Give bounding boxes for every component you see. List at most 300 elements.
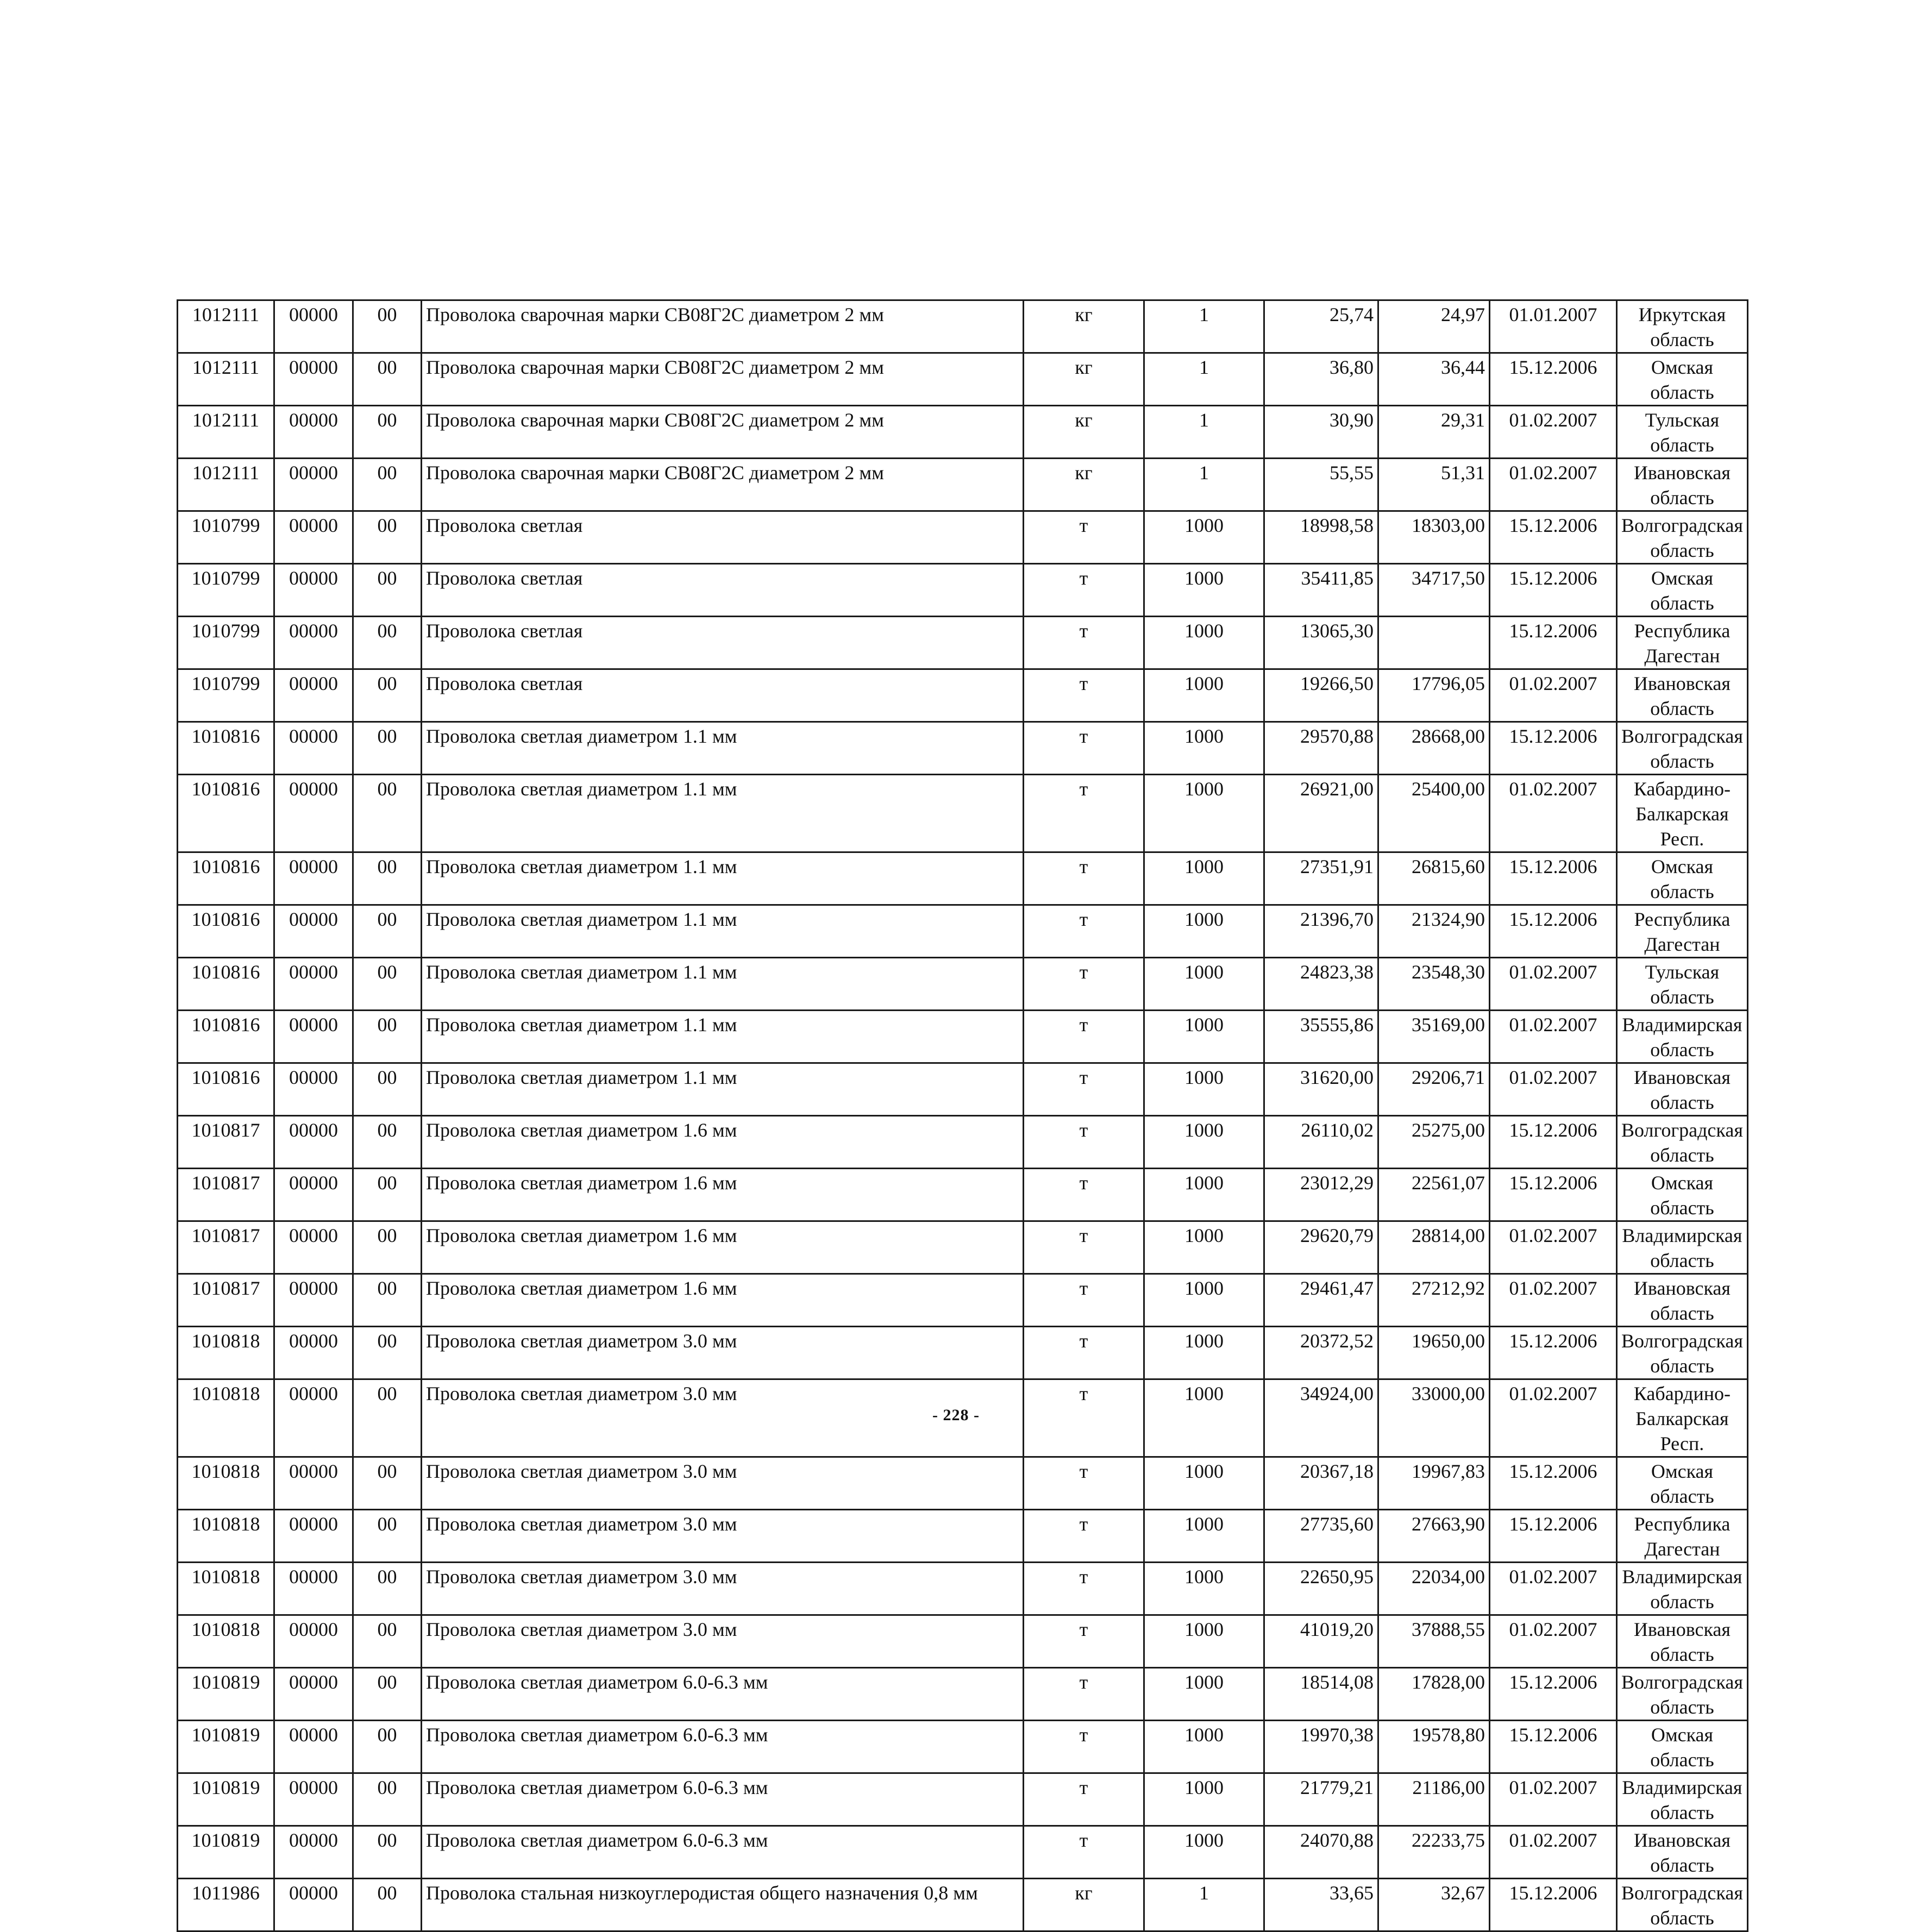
product-code: 1010818	[178, 1327, 274, 1379]
product-name: Проволока светлая	[422, 511, 1024, 564]
region: Владимирская область	[1617, 1221, 1748, 1274]
quantity: 1	[1144, 1879, 1264, 1931]
suffix-code: 00	[353, 564, 422, 617]
unit: кг	[1024, 406, 1144, 459]
sub-code: 00000	[274, 1169, 353, 1221]
product-code: 1012111	[178, 459, 274, 511]
quantity: 1000	[1144, 617, 1264, 669]
price-1: 22650,95	[1264, 1563, 1378, 1615]
date: 15.12.2006	[1490, 1510, 1617, 1563]
unit: т	[1024, 1721, 1144, 1773]
unit: кг	[1024, 1879, 1144, 1931]
date: 15.12.2006	[1490, 1457, 1617, 1510]
date: 15.12.2006	[1490, 1116, 1617, 1169]
table-row	[178, 1668, 1748, 1721]
quantity: 1000	[1144, 669, 1264, 722]
price-2: 35169,00	[1378, 1011, 1490, 1063]
region: Омская область	[1617, 564, 1748, 617]
date: 01.02.2007	[1490, 1274, 1617, 1327]
quantity: 1000	[1144, 1221, 1264, 1274]
quantity: 1000	[1144, 1721, 1264, 1773]
quantity: 1000	[1144, 1826, 1264, 1879]
product-name: Проволока светлая диаметром 1.6 мм	[422, 1169, 1024, 1221]
suffix-code: 00	[353, 1879, 422, 1931]
region: Тульская область	[1617, 958, 1748, 1011]
region: Иркутская область	[1617, 300, 1748, 353]
price-2: 29206,71	[1378, 1063, 1490, 1116]
price-2: 25275,00	[1378, 1116, 1490, 1169]
suffix-code: 00	[353, 1563, 422, 1615]
sub-code: 00000	[274, 1379, 353, 1457]
region: Омская область	[1617, 852, 1748, 905]
date: 01.02.2007	[1490, 958, 1617, 1011]
unit: т	[1024, 852, 1144, 905]
date: 15.12.2006	[1490, 564, 1617, 617]
product-name: Проволока светлая диаметром 1.1 мм	[422, 852, 1024, 905]
price-1: 29461,47	[1264, 1274, 1378, 1327]
region: Волгоградская область	[1617, 1668, 1748, 1721]
date: 15.12.2006	[1490, 1879, 1617, 1931]
product-code: 1010799	[178, 564, 274, 617]
quantity: 1000	[1144, 1510, 1264, 1563]
price-2: 33000,00	[1378, 1379, 1490, 1457]
price-1: 26110,02	[1264, 1116, 1378, 1169]
product-name: Проволока светлая диаметром 3.0 мм	[422, 1615, 1024, 1668]
suffix-code: 00	[353, 1116, 422, 1169]
price-1: 18998,58	[1264, 511, 1378, 564]
product-code: 1010818	[178, 1510, 274, 1563]
suffix-code: 00	[353, 958, 422, 1011]
quantity: 1000	[1144, 564, 1264, 617]
suffix-code: 00	[353, 1615, 422, 1668]
product-code: 1010818	[178, 1615, 274, 1668]
region: Тульская область	[1617, 406, 1748, 459]
sub-code: 00000	[274, 1457, 353, 1510]
suffix-code: 00	[353, 353, 422, 406]
table-row	[178, 1826, 1748, 1879]
price-1: 19266,50	[1264, 669, 1378, 722]
suffix-code: 00	[353, 300, 422, 353]
price-1: 21396,70	[1264, 905, 1378, 958]
suffix-code: 00	[353, 1063, 422, 1116]
sub-code: 00000	[274, 775, 353, 852]
sub-code: 00000	[274, 1615, 353, 1668]
quantity: 1000	[1144, 1563, 1264, 1615]
date: 01.02.2007	[1490, 459, 1617, 511]
quantity: 1000	[1144, 1116, 1264, 1169]
price-1: 18514,08	[1264, 1668, 1378, 1721]
price-1: 41019,20	[1264, 1615, 1378, 1668]
unit: т	[1024, 1510, 1144, 1563]
price-2	[1378, 617, 1490, 669]
product-code: 1010816	[178, 958, 274, 1011]
product-name: Проволока светлая	[422, 669, 1024, 722]
suffix-code: 00	[353, 1773, 422, 1826]
price-1: 34924,00	[1264, 1379, 1378, 1457]
price-table	[177, 299, 1748, 1932]
region: Республика Дагестан	[1617, 1510, 1748, 1563]
unit: т	[1024, 1274, 1144, 1327]
product-code: 1010817	[178, 1274, 274, 1327]
unit: т	[1024, 958, 1144, 1011]
table-row	[178, 406, 1748, 459]
date: 01.02.2007	[1490, 1826, 1617, 1879]
sub-code: 00000	[274, 1011, 353, 1063]
price-2: 25400,00	[1378, 775, 1490, 852]
date: 01.01.2007	[1490, 300, 1617, 353]
table-row	[178, 1063, 1748, 1116]
unit: т	[1024, 1169, 1144, 1221]
price-1: 27351,91	[1264, 852, 1378, 905]
product-code: 1012111	[178, 406, 274, 459]
unit: т	[1024, 1457, 1144, 1510]
date: 01.02.2007	[1490, 1773, 1617, 1826]
sub-code: 00000	[274, 1221, 353, 1274]
product-code: 1012111	[178, 300, 274, 353]
price-1: 27735,60	[1264, 1510, 1378, 1563]
sub-code: 00000	[274, 1721, 353, 1773]
product-name: Проволока светлая	[422, 617, 1024, 669]
quantity: 1000	[1144, 1615, 1264, 1668]
unit: т	[1024, 1826, 1144, 1879]
table-row	[178, 564, 1748, 617]
sub-code: 00000	[274, 1668, 353, 1721]
region: Кабардино-Балкарская Респ.	[1617, 1379, 1748, 1457]
price-1: 35555,86	[1264, 1011, 1378, 1063]
price-1: 31620,00	[1264, 1063, 1378, 1116]
price-1: 24070,88	[1264, 1826, 1378, 1879]
region: Ивановская область	[1617, 459, 1748, 511]
date: 15.12.2006	[1490, 511, 1617, 564]
suffix-code: 00	[353, 511, 422, 564]
price-2: 51,31	[1378, 459, 1490, 511]
date: 15.12.2006	[1490, 905, 1617, 958]
table-row	[178, 1510, 1748, 1563]
product-code: 1010817	[178, 1116, 274, 1169]
suffix-code: 00	[353, 722, 422, 775]
table-row	[178, 1721, 1748, 1773]
product-name: Проволока сварочная марки СВ08Г2С диаметром 2 мм	[422, 300, 1024, 353]
table-row	[178, 905, 1748, 958]
quantity: 1000	[1144, 1668, 1264, 1721]
price-1: 21779,21	[1264, 1773, 1378, 1826]
product-code: 1010817	[178, 1221, 274, 1274]
sub-code: 00000	[274, 459, 353, 511]
quantity: 1000	[1144, 1169, 1264, 1221]
price-2: 17828,00	[1378, 1668, 1490, 1721]
date: 01.02.2007	[1490, 1011, 1617, 1063]
product-code: 1010819	[178, 1826, 274, 1879]
suffix-code: 00	[353, 1457, 422, 1510]
region: Волгоградская область	[1617, 1116, 1748, 1169]
product-code: 1010818	[178, 1457, 274, 1510]
sub-code: 00000	[274, 1274, 353, 1327]
quantity: 1000	[1144, 1379, 1264, 1457]
quantity: 1000	[1144, 905, 1264, 958]
date: 01.02.2007	[1490, 1221, 1617, 1274]
quantity: 1000	[1144, 722, 1264, 775]
product-code: 1010819	[178, 1773, 274, 1826]
product-code: 1010819	[178, 1721, 274, 1773]
product-code: 1010819	[178, 1668, 274, 1721]
price-2: 21324,90	[1378, 905, 1490, 958]
quantity: 1	[1144, 300, 1264, 353]
table-body	[178, 300, 1748, 1931]
product-name: Проволока сварочная марки СВ08Г2С диаметром 2 мм	[422, 459, 1024, 511]
product-code: 1010816	[178, 775, 274, 852]
unit: т	[1024, 775, 1144, 852]
suffix-code: 00	[353, 1379, 422, 1457]
table-row	[178, 1116, 1748, 1169]
price-1: 30,90	[1264, 406, 1378, 459]
suffix-code: 00	[353, 406, 422, 459]
date: 15.12.2006	[1490, 617, 1617, 669]
table-row	[178, 1457, 1748, 1510]
unit: т	[1024, 669, 1144, 722]
sub-code: 00000	[274, 852, 353, 905]
suffix-code: 00	[353, 459, 422, 511]
unit: т	[1024, 1327, 1144, 1379]
price-1: 19970,38	[1264, 1721, 1378, 1773]
product-name: Проволока сварочная марки СВ08Г2С диаметром 2 мм	[422, 406, 1024, 459]
suffix-code: 00	[353, 905, 422, 958]
table-row	[178, 852, 1748, 905]
date: 15.12.2006	[1490, 1327, 1617, 1379]
table-row	[178, 958, 1748, 1011]
quantity: 1000	[1144, 775, 1264, 852]
unit: т	[1024, 617, 1144, 669]
table-row	[178, 459, 1748, 511]
table-row	[178, 1011, 1748, 1063]
sub-code: 00000	[274, 1563, 353, 1615]
product-name: Проволока светлая диаметром 3.0 мм	[422, 1457, 1024, 1510]
date: 15.12.2006	[1490, 852, 1617, 905]
price-2: 22034,00	[1378, 1563, 1490, 1615]
region: Ивановская область	[1617, 1615, 1748, 1668]
price-2: 21186,00	[1378, 1773, 1490, 1826]
price-1: 24823,38	[1264, 958, 1378, 1011]
region: Омская область	[1617, 353, 1748, 406]
price-1: 20372,52	[1264, 1327, 1378, 1379]
price-1: 36,80	[1264, 353, 1378, 406]
product-code: 1010816	[178, 905, 274, 958]
price-2: 19578,80	[1378, 1721, 1490, 1773]
product-code: 1010818	[178, 1379, 274, 1457]
unit: кг	[1024, 353, 1144, 406]
sub-code: 00000	[274, 1116, 353, 1169]
table-row	[178, 300, 1748, 353]
quantity: 1	[1144, 353, 1264, 406]
sub-code: 00000	[274, 722, 353, 775]
table-row	[178, 1274, 1748, 1327]
table-row	[178, 1773, 1748, 1826]
price-1: 25,74	[1264, 300, 1378, 353]
unit: т	[1024, 564, 1144, 617]
region: Омская область	[1617, 1169, 1748, 1221]
date: 15.12.2006	[1490, 353, 1617, 406]
product-code: 1010816	[178, 1063, 274, 1116]
unit: т	[1024, 511, 1144, 564]
quantity: 1000	[1144, 958, 1264, 1011]
quantity: 1000	[1144, 1011, 1264, 1063]
price-1: 29570,88	[1264, 722, 1378, 775]
suffix-code: 00	[353, 775, 422, 852]
price-2: 37888,55	[1378, 1615, 1490, 1668]
date: 01.02.2007	[1490, 1379, 1617, 1457]
product-code: 1010799	[178, 617, 274, 669]
region: Владимирская область	[1617, 1563, 1748, 1615]
date: 15.12.2006	[1490, 1668, 1617, 1721]
sub-code: 00000	[274, 300, 353, 353]
suffix-code: 00	[353, 1011, 422, 1063]
table-row	[178, 1563, 1748, 1615]
product-code: 1010816	[178, 722, 274, 775]
region: Омская область	[1617, 1457, 1748, 1510]
unit: т	[1024, 1379, 1144, 1457]
product-code: 1010799	[178, 669, 274, 722]
product-name: Проволока светлая диаметром 1.6 мм	[422, 1116, 1024, 1169]
sub-code: 00000	[274, 1327, 353, 1379]
region: Волгоградская область	[1617, 511, 1748, 564]
suffix-code: 00	[353, 1721, 422, 1773]
price-2: 23548,30	[1378, 958, 1490, 1011]
quantity: 1000	[1144, 1063, 1264, 1116]
region: Республика Дагестан	[1617, 905, 1748, 958]
price-2: 19967,83	[1378, 1457, 1490, 1510]
sub-code: 00000	[274, 1063, 353, 1116]
date: 01.02.2007	[1490, 1063, 1617, 1116]
quantity: 1000	[1144, 1773, 1264, 1826]
date: 01.02.2007	[1490, 775, 1617, 852]
suffix-code: 00	[353, 1327, 422, 1379]
product-name: Проволока светлая диаметром 1.1 мм	[422, 722, 1024, 775]
suffix-code: 00	[353, 617, 422, 669]
product-code: 1010816	[178, 1011, 274, 1063]
region: Владимирская область	[1617, 1773, 1748, 1826]
region: Кабардино-Балкарская Респ.	[1617, 775, 1748, 852]
region: Республика Дагестан	[1617, 617, 1748, 669]
table-row	[178, 722, 1748, 775]
suffix-code: 00	[353, 1169, 422, 1221]
product-name: Проволока светлая диаметром 6.0-6.3 мм	[422, 1721, 1024, 1773]
table-row	[178, 353, 1748, 406]
date: 01.02.2007	[1490, 669, 1617, 722]
product-name: Проволока светлая диаметром 6.0-6.3 мм	[422, 1826, 1024, 1879]
price-2: 24,97	[1378, 300, 1490, 353]
product-name: Проволока светлая диаметром 1.1 мм	[422, 775, 1024, 852]
price-2: 19650,00	[1378, 1327, 1490, 1379]
region: Ивановская область	[1617, 1063, 1748, 1116]
region: Омская область	[1617, 1721, 1748, 1773]
product-code: 1010816	[178, 852, 274, 905]
sub-code: 00000	[274, 1773, 353, 1826]
product-name: Проволока светлая	[422, 564, 1024, 617]
price-2: 27663,90	[1378, 1510, 1490, 1563]
product-name: Проволока светлая диаметром 6.0-6.3 мм	[422, 1668, 1024, 1721]
price-2: 26815,60	[1378, 852, 1490, 905]
region: Волгоградская область	[1617, 1879, 1748, 1931]
price-1: 33,65	[1264, 1879, 1378, 1931]
product-name: Проволока светлая диаметром 1.6 мм	[422, 1274, 1024, 1327]
product-name: Проволока светлая диаметром 1.1 мм	[422, 1063, 1024, 1116]
unit: т	[1024, 1063, 1144, 1116]
region: Владимирская область	[1617, 1011, 1748, 1063]
suffix-code: 00	[353, 1221, 422, 1274]
region: Волгоградская область	[1617, 722, 1748, 775]
price-2: 29,31	[1378, 406, 1490, 459]
table-row	[178, 1327, 1748, 1379]
sub-code: 00000	[274, 564, 353, 617]
product-code: 1010799	[178, 511, 274, 564]
region: Волгоградская область	[1617, 1327, 1748, 1379]
product-name: Проволока светлая диаметром 6.0-6.3 мм	[422, 1773, 1024, 1826]
date: 15.12.2006	[1490, 1721, 1617, 1773]
quantity: 1000	[1144, 511, 1264, 564]
price-2: 28668,00	[1378, 722, 1490, 775]
product-name: Проволока светлая диаметром 3.0 мм	[422, 1510, 1024, 1563]
page-number: - 228 -	[932, 1406, 980, 1424]
sub-code: 00000	[274, 511, 353, 564]
sub-code: 00000	[274, 406, 353, 459]
sub-code: 00000	[274, 1510, 353, 1563]
product-code: 1012111	[178, 353, 274, 406]
product-name: Проволока светлая диаметром 1.6 мм	[422, 1221, 1024, 1274]
sub-code: 00000	[274, 905, 353, 958]
table-row	[178, 775, 1748, 852]
suffix-code: 00	[353, 1668, 422, 1721]
unit: т	[1024, 1563, 1144, 1615]
unit: т	[1024, 1011, 1144, 1063]
product-name: Проволока светлая диаметром 3.0 мм	[422, 1327, 1024, 1379]
price-2: 18303,00	[1378, 511, 1490, 564]
unit: т	[1024, 905, 1144, 958]
sub-code: 00000	[274, 669, 353, 722]
price-2: 17796,05	[1378, 669, 1490, 722]
price-1: 20367,18	[1264, 1457, 1378, 1510]
unit: т	[1024, 1221, 1144, 1274]
table-row	[178, 1615, 1748, 1668]
price-1: 13065,30	[1264, 617, 1378, 669]
region: Ивановская область	[1617, 1826, 1748, 1879]
price-1: 29620,79	[1264, 1221, 1378, 1274]
price-1: 55,55	[1264, 459, 1378, 511]
price-2: 27212,92	[1378, 1274, 1490, 1327]
table-row	[178, 617, 1748, 669]
suffix-code: 00	[353, 1274, 422, 1327]
table-row	[178, 669, 1748, 722]
table-row	[178, 1879, 1748, 1931]
table-row	[178, 1169, 1748, 1221]
unit: т	[1024, 1668, 1144, 1721]
product-name: Проволока сварочная марки СВ08Г2С диаметром 2 мм	[422, 353, 1024, 406]
price-1: 26921,00	[1264, 775, 1378, 852]
product-code: 1010818	[178, 1563, 274, 1615]
price-1: 35411,85	[1264, 564, 1378, 617]
price-2: 22233,75	[1378, 1826, 1490, 1879]
product-name: Проволока светлая диаметром 1.1 мм	[422, 1011, 1024, 1063]
product-name: Проволока светлая диаметром 3.0 мм	[422, 1379, 1024, 1457]
sub-code: 00000	[274, 958, 353, 1011]
sub-code: 00000	[274, 1826, 353, 1879]
date: 01.02.2007	[1490, 406, 1617, 459]
unit: кг	[1024, 459, 1144, 511]
sub-code: 00000	[274, 617, 353, 669]
product-name: Проволока светлая диаметром 1.1 мм	[422, 958, 1024, 1011]
unit: т	[1024, 1615, 1144, 1668]
unit: т	[1024, 722, 1144, 775]
price-2: 34717,50	[1378, 564, 1490, 617]
suffix-code: 00	[353, 1826, 422, 1879]
